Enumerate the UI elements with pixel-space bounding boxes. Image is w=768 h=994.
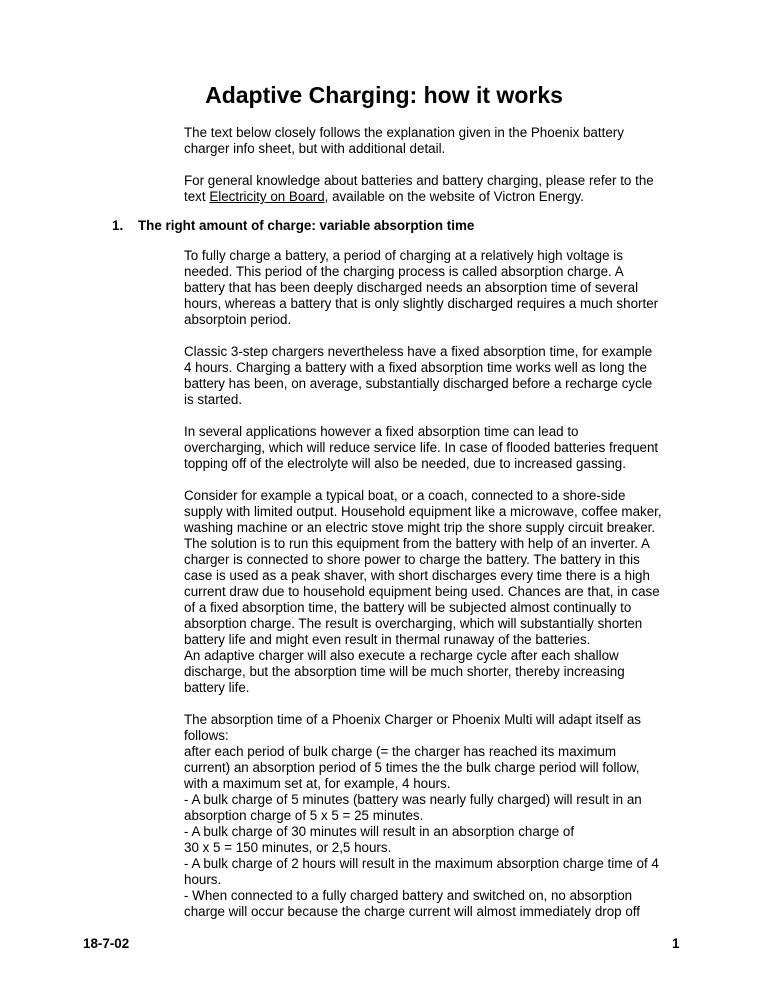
electricity-on-board-link[interactable]: Electricity on Board xyxy=(209,189,325,204)
paragraph-adaptive-charger: An adaptive charger will also execute a recharge cycle after each shallow discharge, but the absorption time will be much shorter, thereby increasing battery life. xyxy=(184,648,625,695)
section-number: 1. xyxy=(112,218,124,233)
paragraph-absorption-intro: To fully charge a battery, a period of charging at a relatively high voltage is needed. This period of the charging process is called absorption charge. A battery that has been deeply discharged needs an absorption time of several hours, whereas a battery that is only slightly discharged requires a much shorter absorptoin period. xyxy=(184,248,659,327)
footer-date: 18-7-02 xyxy=(83,936,130,951)
page-number: 1 xyxy=(672,936,680,951)
paragraph-absorption-time: The absorption time of a Phoenix Charger or Phoenix Multi will adapt itself as follows: xyxy=(184,712,642,743)
list-item-5-minutes: - A bulk charge of 5 minutes (battery was nearly fully charged) will result in an absorption charge of 5 x 5 = 25 minutes. xyxy=(184,792,642,823)
paragraph-boat-example: Consider for example a typical boat, or a coach, connected to a shore-side supply with limited output. Household equipment like a microwave, coffee maker, washing machine or an electric stove might trip the shore supply circuit breaker. The solution is to run this equipment from the battery with help of an inverter. A charger is connected to shore power to charge the battery. The battery in this case is used as a peak shaver, with short discharges every time there is a high current draw due to household equipment being used. Chances are that, in case of a fixed absorption time, the battery will be subjected almost continually to absorption charge. The result is overcharging, which will substantially shorten battery life and might even result in thermal runaway of the batteries. xyxy=(184,488,662,647)
page-title: Adaptive Charging: how it works xyxy=(205,82,563,108)
list-item-30-minutes: - A bulk charge of 30 minutes will result in an absorption charge of xyxy=(184,824,575,839)
intro-text-after-link: , available on the website of Victron Energy. xyxy=(324,189,584,204)
intro-paragraph-2 xyxy=(184,173,654,205)
section-title: The right amount of charge: variable absorption time xyxy=(138,218,475,233)
list-item-fully-charged: - When connected to a fully charged battery and switched on, no absorption charge will occur because the charge current will almost immediately drop off xyxy=(184,888,640,919)
list-item-30-minutes-result: 30 x 5 = 150 minutes, or 2,5 hours. xyxy=(184,840,392,855)
paragraph-bulk-charge-rule: after each period of bulk charge (= the charger has reached its maximum current) an absorption period of 5 times the the bulk charge period will follow, with a maximum set at, for example, 4 hours. xyxy=(184,744,640,791)
intro-paragraph-1: The text below closely follows the explanation given in the Phoenix battery charger info sheet, but with additional detail. xyxy=(184,125,624,156)
section-body xyxy=(184,248,662,920)
paragraph-classic-chargers: Classic 3-step chargers nevertheless have a fixed absorption time, for example 4 hours. Charging a battery with a fixed absorption time works well as long the battery has been, on average, substantially discharged before a recharge cycle is started. xyxy=(184,344,653,407)
intro-text-before-link: For general knowledge about batteries and battery charging, please refer to the text xyxy=(184,173,654,204)
paragraph-overcharging: In several applications however a fixed absorption time can lead to overcharging, which will reduce service life. In case of flooded batteries frequent topping off of the electrolyte will also be needed, due to increased gassing. xyxy=(184,424,659,471)
list-item-2-hours: - A bulk charge of 2 hours will result in the maximum absorption charge time of 4 hours. xyxy=(184,856,659,887)
section-heading xyxy=(112,218,474,233)
